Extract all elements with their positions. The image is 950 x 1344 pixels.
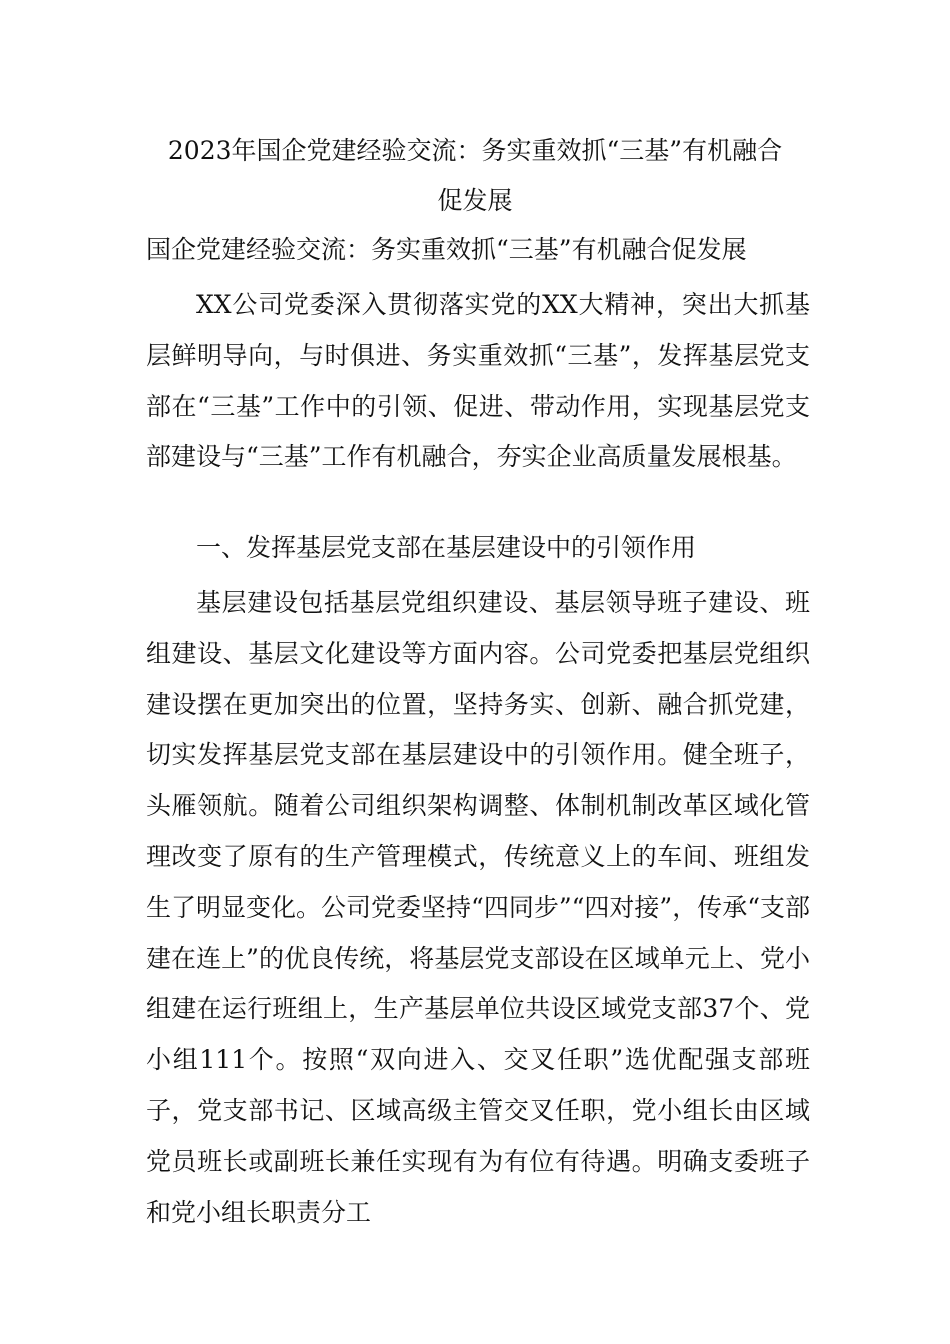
document-subtitle: 国企党建经验交流：务实重效抓“三基”有机融合促发展 xyxy=(146,235,747,264)
document-title-line-2: 促发展 xyxy=(437,186,513,215)
document-title-line-1: 2023年国企党建经验交流：务实重效抓“三基”有机融合 xyxy=(167,136,783,165)
section-heading-1: 一、发挥基层党支部在基层建设中的引领作用 xyxy=(196,533,697,562)
intro-paragraph: XX公司党委深入贯彻落实党的XX大精神，突出大抓基层鲜明导向，与时俱进、务实重效抓“三基”，发挥基层党支部在“三基”工作中的引领、促进、带动作用，实现基层党支部建设与“三基”工作有机融合，夯实企业高质量发展根基。 xyxy=(146,290,810,472)
section-1-paragraph: 基层建设包括基层党组织建设、基层领导班子建设、班组建设、基层文化建设等方面内容。公司党委把基层党组织建设摆在更加突出的位置，坚持务实、创新、融合抓党建，切实发挥基层党支部在基层建设中的引领作用。健全班子，头雁领航。随着公司组织架构调整、体制机制改革区域化管理改变了原有的生产管理模式，传统意义上的车间、班组发生了明显变化。公司党委坚持“四同步”“四对接”，传承“支部建在连上”的优良传统，将基层党支部设在区域单元上、党小组建在运行班组上，生产基层单位共设区域党支部37个、党小组111个。按照“双向进入、交叉任职”选优配强支部班子，党支部书记、区域高级主管交叉任职，党小组长由区域党员班长或副班长兼任实现有为有位有待遇。明确支委班子和党小组长职责分工 xyxy=(146,588,810,1227)
